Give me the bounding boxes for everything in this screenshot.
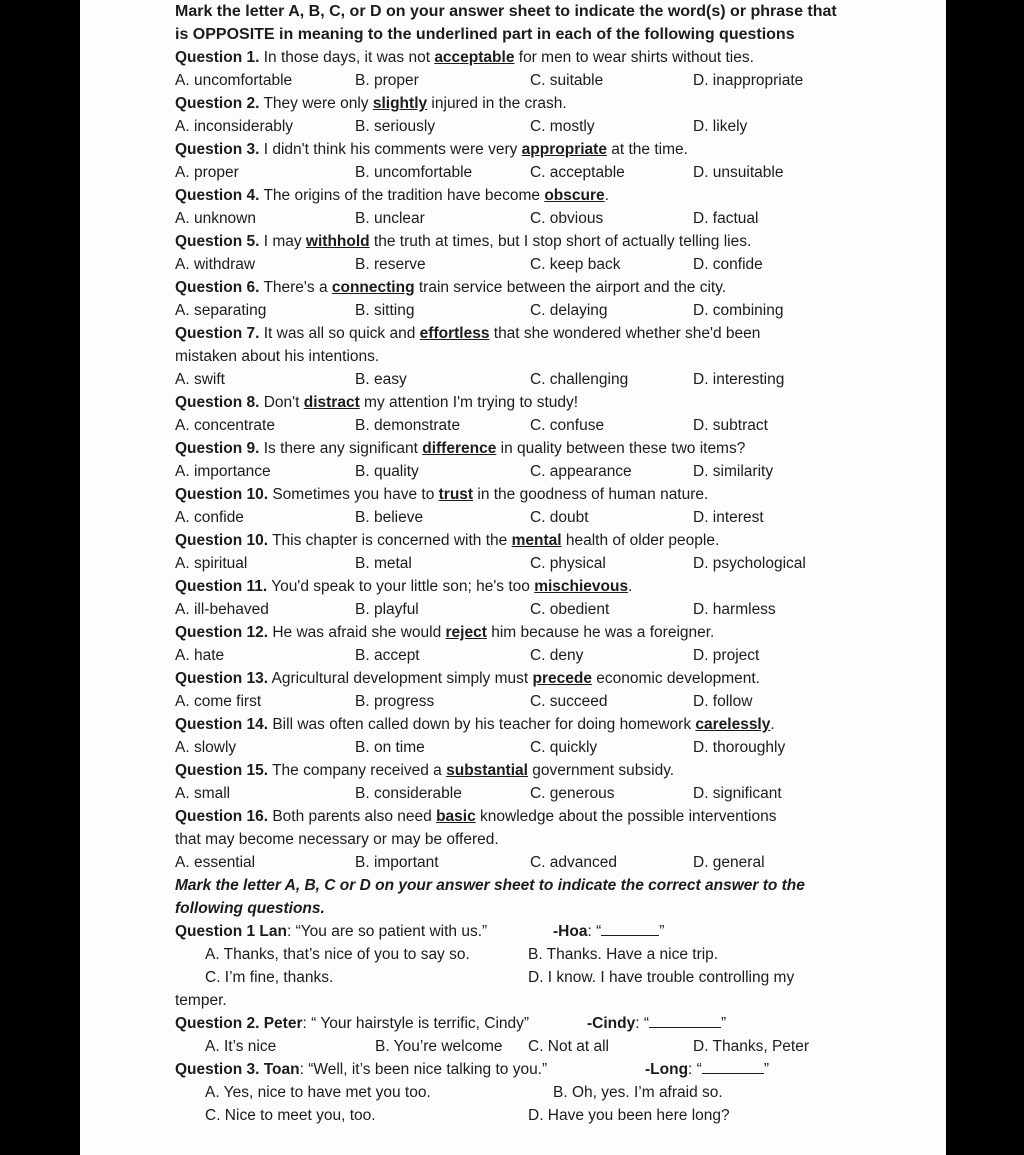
- open-quote: “: [643, 1015, 650, 1032]
- answer-option: B. unclear: [355, 210, 425, 227]
- response-prompt: -Cindy: “ ”: [587, 1015, 727, 1032]
- answer-options: [175, 506, 855, 529]
- answer-options: [175, 1035, 855, 1058]
- answer-option: D. combining: [693, 302, 784, 319]
- answer-option: B. playful: [355, 601, 419, 618]
- question-text-after: .: [604, 187, 609, 204]
- question-text-after: government subsidy.: [527, 762, 675, 779]
- answer-option: B. easy: [355, 371, 407, 388]
- question-text-after: .: [628, 578, 633, 595]
- question-stem-continued: mistaken about his intentions.: [175, 348, 380, 365]
- question-label: Question 9.: [175, 440, 260, 457]
- question-text-before: It was all so quick and: [263, 325, 420, 342]
- answer-option: D. general: [693, 854, 765, 871]
- answer-option: C. deny: [530, 647, 584, 664]
- answer-option: C. obedient: [530, 601, 610, 618]
- question-label: Question 14.: [175, 716, 269, 733]
- question-text-before: Is there any significant: [263, 440, 423, 457]
- question-text-after: that she wondered whether she'd been: [489, 325, 761, 342]
- question-text-after: .: [770, 716, 775, 733]
- dialogue-line: “ Your hairstyle is terrific, Cindy”: [311, 1015, 530, 1032]
- answer-option: A. small: [175, 785, 231, 802]
- question-label: Question 13.: [175, 670, 269, 687]
- question-label: Question 2.: [175, 95, 260, 112]
- answer-options: [175, 690, 855, 713]
- answer-option: A. inconsiderably: [175, 118, 294, 135]
- answer-options: [175, 460, 855, 483]
- answer-option: B. metal: [355, 555, 412, 572]
- answer-option: D. inappropriate: [693, 72, 804, 89]
- question-label: Question 12.: [175, 624, 269, 641]
- question-text-before: You'd speak to your little son; he's too: [271, 578, 535, 595]
- question-text-before: The company received a: [272, 762, 447, 779]
- question-stem: [175, 713, 855, 736]
- speaker-name: -Cindy: [587, 1015, 636, 1032]
- answer-option: B. Oh, yes. I’m afraid so.: [553, 1084, 723, 1101]
- answer-option: D. similarity: [693, 463, 774, 480]
- question-text-before: Both parents also need: [272, 808, 437, 825]
- answer-option: C. I’m fine, thanks.: [205, 969, 334, 986]
- answer-option: C. physical: [530, 555, 606, 572]
- answer-options: [175, 736, 855, 759]
- question-text-before: Agricultural development simply must: [271, 670, 533, 687]
- answer-option: A. withdraw: [175, 256, 256, 273]
- question-text-before: In those days, it was not: [263, 49, 435, 66]
- speaker-name: Toan: [263, 1061, 300, 1078]
- underlined-word: acceptable: [434, 49, 515, 66]
- answer-option: D. follow: [693, 693, 753, 710]
- answer-options: [175, 851, 855, 874]
- question-label: Question 10.: [175, 486, 269, 503]
- answer-option: A. confide: [175, 509, 244, 526]
- question-text-after: in quality between these two items?: [496, 440, 746, 457]
- speaker-name: -Hoa: [553, 923, 588, 940]
- answer-option: A. ill-behaved: [175, 601, 269, 618]
- answer-option: C. Nice to meet you, too.: [205, 1107, 376, 1124]
- answer-option: B. considerable: [355, 785, 462, 802]
- answer-option: D. harmless: [693, 601, 776, 618]
- question-label: Question 1: [175, 923, 256, 940]
- question-stem: [175, 575, 855, 598]
- answer-options: [175, 115, 855, 138]
- answer-option: C. delaying: [530, 302, 608, 319]
- speaker-name: Peter: [263, 1015, 303, 1032]
- answer-option: C. confuse: [530, 417, 605, 434]
- question-stem: [175, 805, 855, 828]
- question-text-after: the truth at times, but I stop short of actually telling lies.: [369, 233, 752, 250]
- response-prompt: -Long: “ ”: [645, 1061, 770, 1078]
- answer-option: B. reserve: [355, 256, 426, 273]
- answer-options: [175, 966, 855, 989]
- question-stem: [175, 667, 855, 690]
- answer-option: A. uncomfortable: [175, 72, 293, 89]
- answer-option: D. Thanks, Peter: [693, 1038, 810, 1055]
- answer-options: [175, 552, 855, 575]
- answer-option: C. appearance: [530, 463, 632, 480]
- underlined-word: distract: [303, 394, 360, 411]
- question-text-before: Sometimes you have to: [272, 486, 439, 503]
- dialogue-stem: Question 2. Peter: “ Your hairstyle is terrific, Cindy” -Cindy: “ ”: [175, 1012, 855, 1035]
- answer-options: [175, 1104, 855, 1127]
- underlined-word: difference: [422, 440, 497, 457]
- answer-option: C. Not at all: [528, 1038, 609, 1055]
- answer-option: B. on time: [355, 739, 425, 756]
- question-stem: [175, 276, 855, 299]
- answer-options: [175, 1081, 855, 1104]
- answer-option: D. interesting: [693, 371, 785, 388]
- worksheet-page: [80, 0, 946, 1155]
- answer-options: [175, 299, 855, 322]
- dialogue-line: “Well, it’s been nice talking to you.”: [308, 1061, 548, 1078]
- question-label: Question 8.: [175, 394, 260, 411]
- question-label: Question 3.: [175, 1061, 260, 1078]
- question-text-before: The origins of the tradition have become: [263, 187, 545, 204]
- dialogue-line: “You are so patient with us.”: [295, 923, 488, 940]
- speaker-name: -Long: [645, 1061, 689, 1078]
- question-stem: [175, 138, 855, 161]
- answer-option: B. quality: [355, 463, 419, 480]
- answer-option: D. Have you been here long?: [528, 1107, 730, 1124]
- question-label: Question 3.: [175, 141, 260, 158]
- underlined-word: effortless: [419, 325, 490, 342]
- answer-option: D. I know. I have trouble controlling my: [528, 969, 795, 986]
- question-text-before: Bill was often called down by his teacher for doing homework: [272, 716, 696, 733]
- question-text-after: at the time.: [606, 141, 688, 158]
- question-text-before: This chapter is concerned with the: [272, 532, 512, 549]
- answer-option: B. progress: [355, 693, 435, 710]
- question-text-after: injured in the crash.: [427, 95, 567, 112]
- underlined-word: carelessly: [695, 716, 771, 733]
- answer-option: A. separating: [175, 302, 267, 319]
- answer-option: D. interest: [693, 509, 764, 526]
- underlined-word: mental: [511, 532, 562, 549]
- answer-options: [175, 253, 855, 276]
- question-label: Question 4.: [175, 187, 260, 204]
- question-stem: [175, 391, 855, 414]
- answer-option: D. subtract: [693, 417, 768, 434]
- question-text-before: I may: [263, 233, 306, 250]
- underlined-word: connecting: [331, 279, 415, 296]
- question-text-before: They were only: [263, 95, 373, 112]
- question-label: Question 5.: [175, 233, 260, 250]
- question-text-after: health of older people.: [561, 532, 720, 549]
- instructions-heading: Mark the letter A, B, C, or D on your answer sheet to indicate the word(s) or phrase that is OPPOSITE in meaning to the underlined part in each of the following questions: [175, 3, 837, 43]
- answer-option: C. suitable: [530, 72, 604, 89]
- answer-option: B. proper: [355, 72, 419, 89]
- answer-option: C. succeed: [530, 693, 608, 710]
- question-stem: [175, 621, 855, 644]
- answer-option: B. important: [355, 854, 439, 871]
- response-prompt: -Hoa: “ ”: [553, 923, 665, 940]
- underlined-word: precede: [532, 670, 592, 687]
- question-text-before: I didn't think his comments were very: [263, 141, 522, 158]
- question-text-after: him because he was a foreigner.: [486, 624, 715, 641]
- answer-option: A. importance: [175, 463, 271, 480]
- answer-option: A. come first: [175, 693, 262, 710]
- question-stem: [175, 322, 855, 345]
- answer-option: D. project: [693, 647, 760, 664]
- answer-option: A. It’s nice: [205, 1038, 277, 1055]
- answer-options: [175, 368, 855, 391]
- close-quote: ”: [721, 1015, 727, 1032]
- question-text-after: for men to wear shirts without ties.: [514, 49, 754, 66]
- question-text-after: in the goodness of human nature.: [473, 486, 709, 503]
- answer-option: B. believe: [355, 509, 424, 526]
- underlined-word: appropriate: [521, 141, 607, 158]
- answer-option: D. psychological: [693, 555, 806, 572]
- question-text-after: my attention I'm trying to study!: [359, 394, 579, 411]
- question-label: Question 16.: [175, 808, 269, 825]
- question-stem: [175, 437, 855, 460]
- answer-option: C. challenging: [530, 371, 629, 388]
- question-text-after: knowledge about the possible interventions: [475, 808, 777, 825]
- underlined-word: slightly: [372, 95, 428, 112]
- answer-option: A. hate: [175, 647, 225, 664]
- answer-option: C. obvious: [530, 210, 604, 227]
- question-label: Question 6.: [175, 279, 260, 296]
- question-text-before: He was afraid she would: [272, 624, 446, 641]
- question-label: Question 7.: [175, 325, 260, 342]
- answer-option: D. significant: [693, 785, 782, 802]
- question-stem: [175, 184, 855, 207]
- question-label: Question 1.: [175, 49, 260, 66]
- answer-options: [175, 161, 855, 184]
- answer-options: [175, 598, 855, 621]
- answer-option: A. proper: [175, 164, 239, 181]
- answer-option: A. unknown: [175, 210, 256, 227]
- question-text-before: Don't: [263, 394, 304, 411]
- answer-option: C. mostly: [530, 118, 595, 135]
- answer-option: D. thoroughly: [693, 739, 786, 756]
- question-stem: [175, 46, 855, 69]
- answer-option: D. unsuitable: [693, 164, 784, 181]
- dialogue-stem: Question 1 Lan: “You are so patient with us.” -Hoa: “ ”: [175, 920, 855, 943]
- answer-blank: [601, 921, 659, 936]
- question-stem: [175, 483, 855, 506]
- instructions-heading-2: Mark the letter A, B, C or D on your answer sheet to indicate the correct answer to the following questions.: [175, 877, 805, 917]
- question-label: Question 2.: [175, 1015, 260, 1032]
- underlined-word: mischievous: [534, 578, 629, 595]
- answer-options: [175, 943, 855, 966]
- question-stem: [175, 92, 855, 115]
- speaker-name: Lan: [259, 923, 287, 940]
- answer-options: [175, 782, 855, 805]
- underlined-word: substantial: [446, 762, 528, 779]
- underlined-word: obscure: [544, 187, 605, 204]
- underlined-word: basic: [436, 808, 476, 825]
- question-text-after: economic development.: [591, 670, 760, 687]
- answer-option: A. spiritual: [175, 555, 248, 572]
- underlined-word: withhold: [305, 233, 370, 250]
- answer-option: C. advanced: [530, 854, 618, 871]
- question-text-before: There's a: [263, 279, 332, 296]
- question-stem: [175, 529, 855, 552]
- answer-options: [175, 69, 855, 92]
- answer-option: C. doubt: [530, 509, 589, 526]
- answer-option: B. uncomfortable: [355, 164, 473, 181]
- question-text-after: train service between the airport and the city.: [414, 279, 727, 296]
- answer-option: A. essential: [175, 854, 256, 871]
- answer-option-continued: temper.: [175, 992, 227, 1009]
- answer-option: B. seriously: [355, 118, 436, 135]
- open-quote: “: [596, 923, 602, 940]
- answer-option: A. slowly: [175, 739, 237, 756]
- close-quote: ”: [659, 923, 665, 940]
- answer-option: C. acceptable: [530, 164, 625, 181]
- question-stem: [175, 759, 855, 782]
- dialogue-stem: Question 3. Toan: “Well, it’s been nice talking to you.” -Long: “ ”: [175, 1058, 855, 1081]
- answer-option: C. quickly: [530, 739, 598, 756]
- answer-blank: [649, 1013, 721, 1028]
- answer-option: B. demonstrate: [355, 417, 461, 434]
- question-label: Question 11.: [175, 578, 268, 595]
- close-quote: ”: [763, 1061, 770, 1078]
- answer-option: A. swift: [175, 371, 225, 388]
- answer-blank: [702, 1059, 764, 1074]
- answer-option: B. Thanks. Have a nice trip.: [528, 946, 719, 963]
- answer-option: C. keep back: [530, 256, 621, 273]
- question-stem-continued: that may become necessary or may be offered.: [175, 831, 499, 848]
- answer-option: A. Thanks, that’s nice of you to say so.: [205, 946, 470, 963]
- answer-option: D. factual: [693, 210, 759, 227]
- answer-option: B. accept: [355, 647, 420, 664]
- answer-option: A. Yes, nice to have met you too.: [205, 1084, 431, 1101]
- open-quote: “: [696, 1061, 702, 1078]
- question-stem: [175, 230, 855, 253]
- question-label: Question 10.: [175, 532, 269, 549]
- answer-option: B. sitting: [355, 302, 415, 319]
- answer-option: C. generous: [530, 785, 615, 802]
- answer-option: A. concentrate: [175, 417, 275, 434]
- underlined-word: trust: [438, 486, 474, 503]
- worksheet-content: [175, 0, 855, 1127]
- question-label: Question 15.: [175, 762, 269, 779]
- answer-options: [175, 207, 855, 230]
- underlined-word: reject: [445, 624, 487, 641]
- answer-options: [175, 644, 855, 667]
- answer-option: D. confide: [693, 256, 763, 273]
- answer-option: D. likely: [693, 118, 748, 135]
- answer-option: B. You’re welcome: [375, 1038, 503, 1055]
- answer-options: [175, 414, 855, 437]
